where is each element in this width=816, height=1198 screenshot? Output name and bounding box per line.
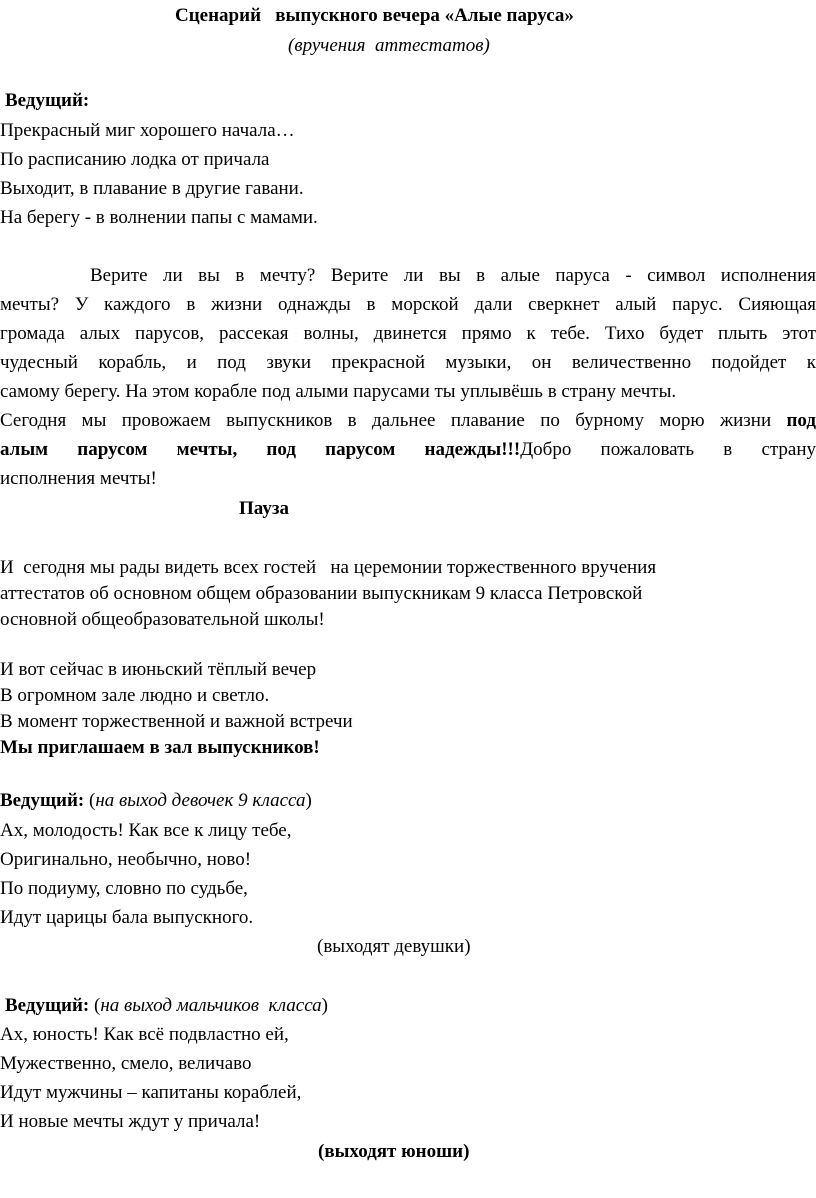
poem-line: Ах, молодость! Как все к лицу тебе, (0, 820, 292, 841)
host-note: на выход девочек 9 класса (95, 790, 306, 811)
paragraph-line: самому берегу. На этом корабле под алыми парусами ты уплывёшь в страну мечты. (0, 381, 677, 402)
host-note-open: ( (89, 995, 101, 1016)
poem-line: В огромном зале людно и светло. (0, 685, 270, 706)
paragraph-line (0, 409, 816, 433)
host-line (5, 994, 328, 1018)
poem-line: Идут царицы бала выпускного. (0, 907, 254, 928)
poem-line: Ах, юность! Как всё подвластно ей, (0, 1024, 289, 1045)
host-label: Ведущий: (5, 995, 90, 1016)
poem-line: Мужественно, смело, величаво (0, 1053, 252, 1074)
paragraph-line: основной общеобразовательной школы! (0, 609, 325, 630)
paragraph-line: И сегодня мы рады видеть всех гостей на церемонии торжественного вручения (0, 557, 657, 578)
poem-line: На берегу - в волнении папы с мамами. (0, 207, 318, 228)
host-note-close: ) (321, 995, 328, 1016)
paragraph-line: аттестатов об основном общем образовании выпускникам 9 класса Петровской (0, 583, 643, 604)
paragraph-bold-text: под (786, 410, 816, 431)
host-note: на выход мальчиков класса (100, 995, 322, 1016)
poem-line: По расписанию лодка от причала (0, 149, 270, 170)
poem-line: Прекрасный миг хорошего начала… (0, 120, 295, 141)
paragraph-line: Верите ли вы в мечту? Верите ли вы в алые паруса - символ исполнения (90, 265, 816, 286)
paragraph-line: громада алых парусов, рассекая волны, двинется прямо к тебе. Тихо будет плыть этот (0, 323, 816, 344)
host-label: Ведущий: (0, 790, 85, 811)
poem-line: По подиуму, словно по судьбе, (0, 878, 248, 899)
poem-line: Выходит, в плавание в другие гавани. (0, 178, 304, 199)
paragraph-line (0, 438, 816, 462)
poem-line-bold: Мы приглашаем в зал выпускников! (0, 737, 320, 758)
host-line (0, 789, 312, 813)
paragraph-text: Сегодня мы провожаем выпускников в дальнее плавание по бурному морю жизни (0, 410, 787, 431)
paragraph-line: чудесный корабль, и под звуки прекрасной музыки, он величественно подойдет к (0, 352, 816, 373)
stage-direction: (выходят юноши) (318, 1141, 470, 1162)
paragraph-bold-text: алым парусом мечты, под парусом надежды!!! (0, 439, 521, 460)
document-title: Сценарий выпускного вечера «Алые паруса» (175, 5, 574, 26)
poem-line: Оригинально, необычно, ново! (0, 849, 252, 870)
host-note-open: ( (84, 790, 96, 811)
poem-line: И новые мечты ждут у причала! (0, 1111, 261, 1132)
paragraph-text: Добро пожаловать в страну (520, 439, 816, 460)
pause-heading: Пауза (239, 498, 289, 519)
host-note-close: ) (305, 790, 312, 811)
poem-line: В момент торжественной и важной встречи (0, 711, 353, 732)
stage-direction: (выходят девушки) (317, 936, 471, 957)
host-label: Ведущий: (5, 90, 90, 111)
poem-line: Идут мужчины – капитаны кораблей, (0, 1082, 302, 1103)
document-subtitle: (вручения аттестатов) (288, 35, 490, 56)
paragraph-line: исполнения мечты! (0, 468, 157, 489)
poem-line: И вот сейчас в июньский тёплый вечер (0, 659, 317, 680)
paragraph-line: мечты? У каждого в жизни однажды в морской дали сверкнет алый парус. Сияющая (0, 294, 816, 315)
